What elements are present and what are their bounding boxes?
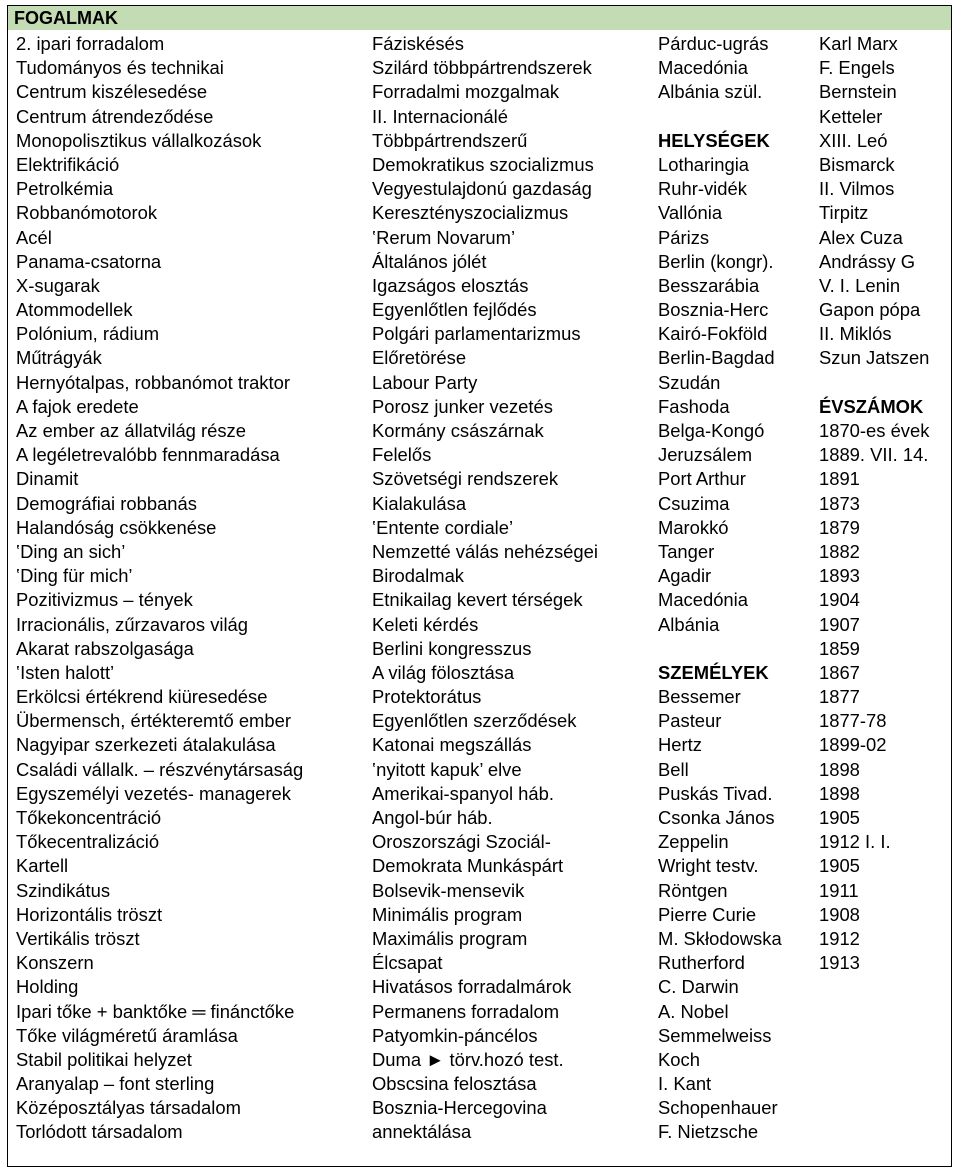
list-item: 1893 [819,565,860,587]
list-item: Stabil politikai helyzet [16,1048,192,1070]
list-item: Bell [658,758,689,780]
list-item: Koch [658,1048,700,1070]
list-item: Albánia szül. [658,81,763,103]
list-item: Általános jólét [372,250,487,272]
list-item: Szilárd többpártrendszerek [372,57,592,79]
list-item: 1912 I. I. [819,831,891,853]
list-item: 1913 [819,952,860,974]
list-item: Kartell [16,855,69,877]
list-item: 1911 [819,879,859,901]
list-item: Etnikailag kevert térségek [372,589,583,611]
list-item: 1867 [819,661,860,683]
list-item: Petrolkémia [16,178,114,200]
list-item: 1904 [819,589,860,611]
list-item: Elektrifikáció [16,153,120,175]
list-item: 1873 [819,492,860,514]
list-item: 1912 [819,927,860,949]
list-item: II. Internacionálé [372,105,508,127]
list-item: Szun Jatszen [819,347,930,369]
list-item: Hertz [658,734,702,756]
list-item: Puskás Tivad. [658,782,773,804]
list-item: Keresztényszocializmus [372,202,569,224]
list-item: Vegyestulajdonú gazdaság [372,178,592,200]
list-item: Demokratikus szocializmus [372,153,594,175]
list-item: Párduc-ugrás [658,33,769,54]
list-item: 1859 [819,637,860,659]
list-item: ‛Ding an sich’ [16,540,126,562]
list-item: Pasteur [658,710,722,732]
list-item: Erkölcsi értékrend kiüresedése [16,686,268,708]
list-item: Szövetségi rendszerek [372,468,559,490]
list-item: Tőkekoncentráció [16,807,162,828]
list-item: 1870-es évek [819,420,930,441]
list-item: Karl Marx [819,33,898,54]
list-item: Protektorátus [372,686,482,708]
list-item: A. Nobel [658,1000,729,1022]
list-item: Torlódott társadalom [16,1121,183,1143]
list-item: II. Vilmos [819,178,895,200]
list-item: Port Arthur [658,468,746,490]
list-item: Nemzetté válás nehézségei [372,540,598,562]
list-item: Kialakulása [372,492,467,514]
list-item: F. Engels [819,57,895,79]
list-item: Besszarábia [658,274,760,296]
list-item: Macedónia [658,589,748,611]
list-item: Csonka János [658,807,775,828]
list-item: Alex Cuza [819,226,903,248]
list-item: F. Nietzsche [658,1121,759,1143]
list-item: Duma ► törv.hozó test. [372,1048,564,1070]
list-item: 1879 [819,516,860,538]
list-item: Fáziskésés [372,33,464,54]
list-item: Robbanómotorok [16,202,158,224]
list-item: Gapon pópa [819,299,921,321]
list-item: Bolsevik-mensevik [372,879,525,901]
list-item: Permanens forradalom [372,1000,560,1022]
list-item: Demográfiai robbanás [16,492,197,514]
list-item: Vertikális tröszt [16,927,140,949]
list-item: Berlini kongresszus [372,637,532,659]
list-item: A világ fölosztása [372,661,515,683]
list-item: I. Kant [658,1073,712,1095]
list-item: Berlin-Bagdad [658,347,775,369]
list-item: 1882 [819,540,860,562]
list-item: Halandóság csökkenése [16,516,217,538]
column-places-persons [658,32,782,1145]
list-item: Polgári parlamentarizmus [372,323,581,345]
list-item: Tirpitz [819,202,869,224]
list-item [658,105,782,129]
list-item: 1891 [819,468,860,490]
list-item: Tőke világméretű áramlása [16,1024,238,1046]
list-item: Katonai megszállás [372,734,532,756]
list-item: Panama-csatorna [16,250,162,272]
list-item: 1877-78 [819,710,887,732]
list-item: Előretörése [372,347,467,369]
list-item: Kormány császárnak [372,420,544,441]
list-item: Többpártrendszerű [372,129,528,151]
list-item: Egyenlőtlen szerződések [372,710,577,732]
column-concepts [16,32,303,1145]
list-item: Übermensch, értékteremtő ember [16,710,291,732]
list-item: Aranyalap – font sterling [16,1073,215,1095]
column-politics [372,32,598,1145]
list-item: Patyomkin-páncélos [372,1024,538,1046]
list-item: Amerikai-spanyol háb. [372,782,554,804]
list-item: Macedónia [658,57,748,79]
list-item: Akarat rabszolgasága [16,637,194,659]
list-item: 1898 [819,758,860,780]
list-item: Családi vállalk. – részvénytársaság [16,758,304,780]
list-item: Műtrágyák [16,347,102,369]
list-item: Konszern [16,952,94,974]
section-heading: HELYSÉGEK [658,129,770,151]
list-item: Angol-búr háb. [372,807,493,828]
list-item: Horizontális tröszt [16,903,163,925]
list-item: 1877 [819,686,860,708]
list-item: Birodalmak [372,565,464,587]
list-item: C. Darwin [658,976,739,998]
section-heading: ÉVSZÁMOK [819,395,924,417]
list-item: Atommodellek [16,299,133,321]
list-item: Schopenhauer [658,1097,778,1119]
list-item: A legéletrevalóbb fennmaradása [16,444,280,466]
list-item: Szudán [658,371,721,393]
list-item: Vallónia [658,202,723,224]
list-item: Bernstein [819,81,897,103]
list-item: Lotharingia [658,153,750,175]
list-item: Nagyipar szerkezeti átalakulása [16,734,276,756]
list-item: Tanger [658,540,715,562]
list-item: Egyenlőtlen fejlődés [372,299,537,321]
list-item: Szindikátus [16,879,111,901]
list-item: ‛Isten halott’ [16,661,115,683]
list-item: ‛Ding für mich’ [16,565,133,587]
section-heading: SZEMÉLYEK [658,661,769,683]
list-item: XIII. Leó [819,129,888,151]
page-title: FOGALMAK [14,8,118,28]
list-item: Polónium, rádium [16,323,160,345]
list-item: Porosz junker vezetés [372,395,553,417]
list-item: Pierre Curie [658,903,757,925]
list-item: Ruhr-vidék [658,178,747,200]
list-item: Bosznia-Hercegovina [372,1097,547,1119]
list-item: Zeppelin [658,831,729,853]
list-item: Labour Party [372,371,478,393]
list-item: Maximális program [372,927,528,949]
list-item: Holding [16,976,79,998]
list-item: Albánia [658,613,720,635]
list-item: M. Skłodowska [658,927,782,949]
list-item: 1889. VII. 14. [819,444,929,466]
list-item: Centrum átrendeződése [16,105,214,127]
list-item: Hivatásos forradalmárok [372,976,572,998]
list-item: Demokrata Munkáspárt [372,855,564,877]
list-item: Marokkó [658,516,729,538]
list-item: 1905 [819,807,860,828]
list-item: Fashoda [658,395,730,417]
list-item: Élcsapat [372,952,443,974]
list-item: 1899-02 [819,734,887,756]
list-item: Igazságos elosztás [372,274,529,296]
list-item: Rutherford [658,952,745,974]
list-item [658,637,782,661]
list-item: A fajok eredete [16,395,139,417]
list-item: Irracionális, zűrzavaros világ [16,613,249,635]
column-persons-years [819,32,929,975]
list-item: Minimális program [372,903,523,925]
list-item: ‛Rerum Novarum’ [372,226,516,248]
list-item: Felelős [372,444,432,466]
list-item: Jeruzsálem [658,444,753,466]
list-item: Bismarck [819,153,895,175]
list-item: Wright testv. [658,855,759,877]
list-item: Centrum kiszélesedése [16,81,208,103]
list-item: Tudományos és technikai [16,57,224,79]
list-item: Oroszországi Szociál- [372,831,551,853]
list-item [819,371,929,395]
list-item: Keleti kérdés [372,613,479,635]
list-item: 1907 [819,613,860,635]
list-item: Forradalmi mozgalmak [372,81,560,103]
list-item: Bessemer [658,686,741,708]
list-item: Obscsina felosztása [372,1073,537,1095]
list-item: X-sugarak [16,274,100,296]
list-item: 1898 [819,782,860,804]
list-item: Ketteler [819,105,883,127]
list-item: Csuzima [658,492,730,514]
list-item: Kairó-Fokföld [658,323,768,345]
list-item: ‛nyitott kapuk’ elve [372,758,522,780]
list-item: Semmelweiss [658,1024,772,1046]
list-item: annektálása [372,1121,472,1143]
list-item: Ipari tőke + banktőke ═ finánctőke [16,1000,295,1022]
list-item: II. Miklós [819,323,892,345]
list-item: Egyszemélyi vezetés- managerek [16,782,291,804]
list-item: Hernyótalpas, robbanómot traktor [16,371,290,393]
list-item: Tőkecentralizáció [16,831,160,853]
list-item: Bosznia-Herc [658,299,769,321]
list-item: Agadir [658,565,712,587]
list-item: Röntgen [658,879,728,901]
list-item: Acél [16,226,52,248]
list-item: Belga-Kongó [658,420,765,441]
list-item: Monopolisztikus vállalkozások [16,129,262,151]
list-item: Andrássy G [819,250,916,272]
list-item: Az ember az állatvilág része [16,420,246,441]
list-item: Berlin (kongr). [658,250,774,272]
list-item: ‛Entente cordiale’ [372,516,514,538]
list-item: 1905 [819,855,860,877]
list-item: 1908 [819,903,860,925]
list-item: Dinamit [16,468,79,490]
list-item: 2. ipari forradalom [16,33,165,54]
list-item: V. I. Lenin [819,274,901,296]
list-item: Párizs [658,226,710,248]
list-item: Pozitivizmus – tények [16,589,193,611]
list-item: Középosztályas társadalom [16,1097,241,1119]
